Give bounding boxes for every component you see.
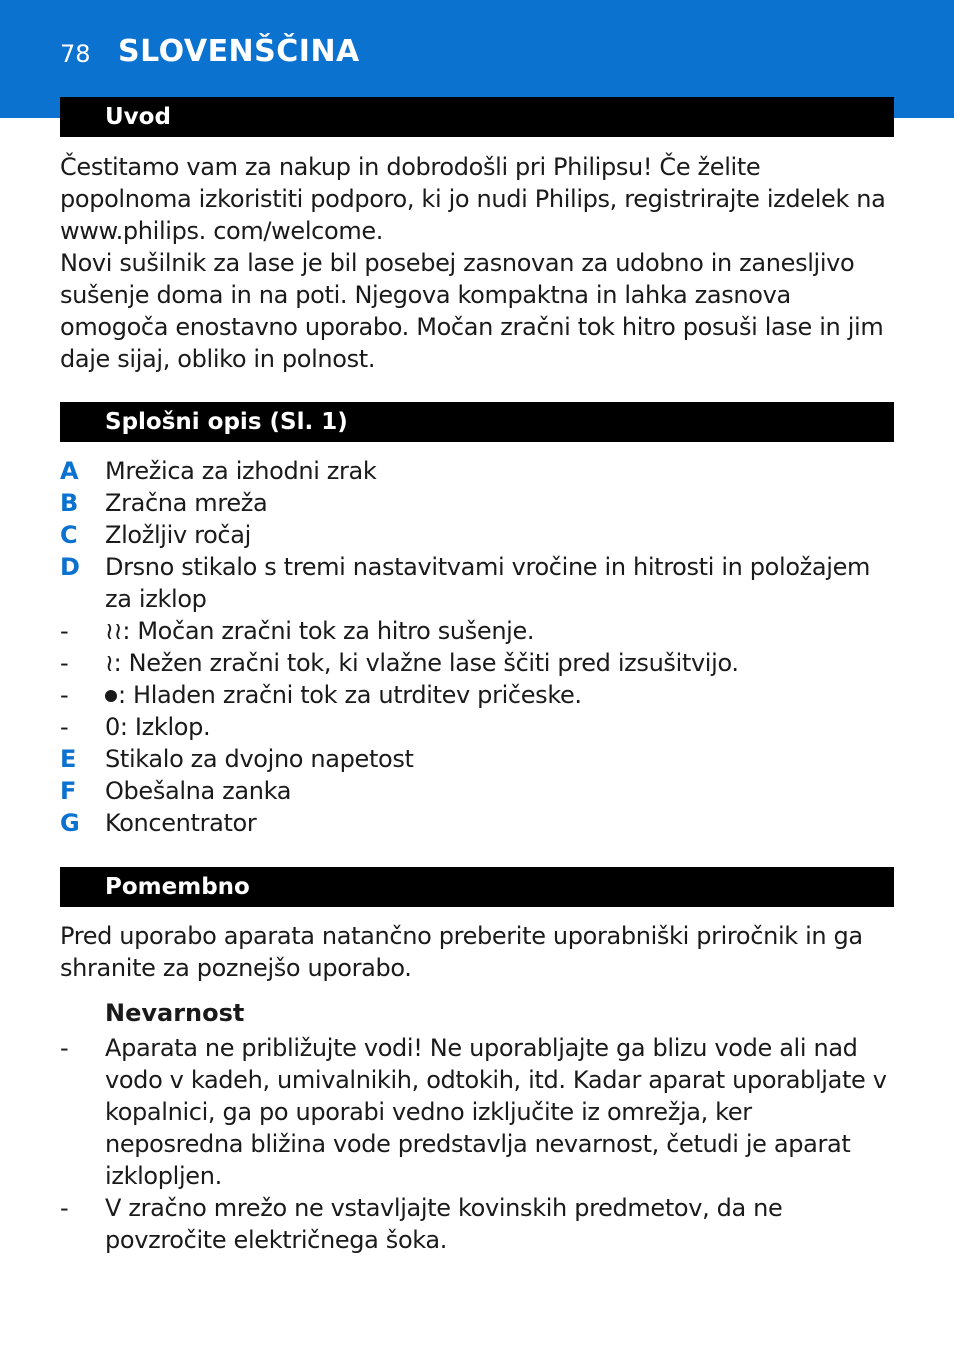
parts-list bbox=[60, 455, 894, 839]
section-heading-text: Uvod bbox=[105, 104, 171, 130]
dash-bullet: - bbox=[60, 713, 69, 741]
setting-item bbox=[60, 711, 894, 743]
setting-item bbox=[60, 647, 894, 679]
section-heading-text: Splošni opis (Sl. 1) bbox=[105, 409, 348, 435]
part-key: C bbox=[60, 521, 78, 549]
part-key: A bbox=[60, 457, 79, 485]
part-label: Drsno stikalo s tremi nastavitvami vročine in hitrosti in položajem za izklop bbox=[105, 553, 871, 613]
section-heading-intro bbox=[60, 97, 894, 137]
setting-label: : Nežen zračni tok, ki vlažne lase ščiti pred izsušitvijo. bbox=[113, 649, 739, 677]
list-item bbox=[60, 1032, 894, 1192]
dash-bullet: - bbox=[60, 681, 69, 709]
part-key: D bbox=[60, 553, 80, 581]
section-heading-text: Pomembno bbox=[105, 874, 250, 900]
part-label: Zračna mreža bbox=[105, 489, 268, 517]
part-key: F bbox=[60, 777, 77, 805]
setting-item bbox=[60, 615, 894, 647]
danger-heading: Nevarnost bbox=[105, 999, 245, 1027]
cool-airflow-icon bbox=[105, 690, 117, 702]
language-title: SLOVENŠČINA bbox=[118, 34, 360, 69]
setting-label: : Hladen zračni tok za utrditev pričeske. bbox=[118, 681, 582, 709]
dash-bullet: - bbox=[60, 1194, 69, 1222]
section-heading-general-description bbox=[60, 402, 894, 442]
setting-label: 0: Izklop. bbox=[105, 713, 211, 741]
list-item bbox=[60, 487, 894, 519]
part-label: Obešalna zanka bbox=[105, 777, 292, 805]
dash-bullet: - bbox=[60, 1034, 69, 1062]
intro-paragraph: Čestitamo vam za nakup in dobrodošli pri Philipsu! Če želite popolnoma izkoristiti podporo, ki jo nudi Philips, registrirajte izdelek na www.philips. com/welcome. bbox=[60, 153, 886, 245]
dash-bullet: - bbox=[60, 617, 69, 645]
strong-airflow-icon: ≀≀ bbox=[105, 617, 123, 645]
important-paragraph: Pred uporabo aparata natančno preberite uporabniški priročnik in ga shranite za poznejšo uporabo. bbox=[60, 922, 863, 982]
setting-item bbox=[60, 679, 894, 711]
list-item bbox=[60, 743, 894, 775]
intro-paragraph: Novi sušilnik za lase je bil posebej zasnovan za udobno in zanesljivo sušenje doma in na poti. Njegova kompaktna in lahka zasnova omogoča enostavno uporabo. Močan zračni tok hitro posuši lase in jim daje sijaj, obliko in polnost. bbox=[60, 249, 884, 373]
list-item bbox=[60, 551, 894, 615]
part-label: Mrežica za izhodni zrak bbox=[105, 457, 377, 485]
part-key: G bbox=[60, 809, 80, 837]
list-item bbox=[60, 1192, 894, 1256]
part-key: B bbox=[60, 489, 78, 517]
list-item bbox=[60, 775, 894, 807]
part-label: Koncentrator bbox=[105, 809, 257, 837]
part-label: Stikalo za dvojno napetost bbox=[105, 745, 414, 773]
setting-label: : Močan zračni tok za hitro sušenje. bbox=[122, 617, 535, 645]
part-label: Zložljiv ročaj bbox=[105, 521, 251, 549]
danger-list bbox=[60, 1032, 894, 1256]
list-item bbox=[60, 455, 894, 487]
dash-bullet: - bbox=[60, 649, 69, 677]
danger-text: Aparata ne približujte vodi! Ne uporabljajte ga blizu vode ali nad vodo v kadeh, umivalnikih, odtokih, itd. Kadar aparat uporabljate v kopalnici, ga po uporabi vedno izključite iz omrežja, ker neposredna bližina vode predstavlja nevarnost, četudi je aparat izklopljen. bbox=[105, 1034, 887, 1190]
list-item bbox=[60, 519, 894, 551]
danger-text: V zračno mrežo ne vstavljajte kovinskih predmetov, da ne povzročite električnega šoka. bbox=[105, 1194, 783, 1254]
page-number: 78 bbox=[60, 40, 91, 68]
list-item bbox=[60, 807, 894, 839]
gentle-airflow-icon: ≀ bbox=[105, 649, 114, 677]
section-heading-important bbox=[60, 867, 894, 907]
part-key: E bbox=[60, 745, 77, 773]
